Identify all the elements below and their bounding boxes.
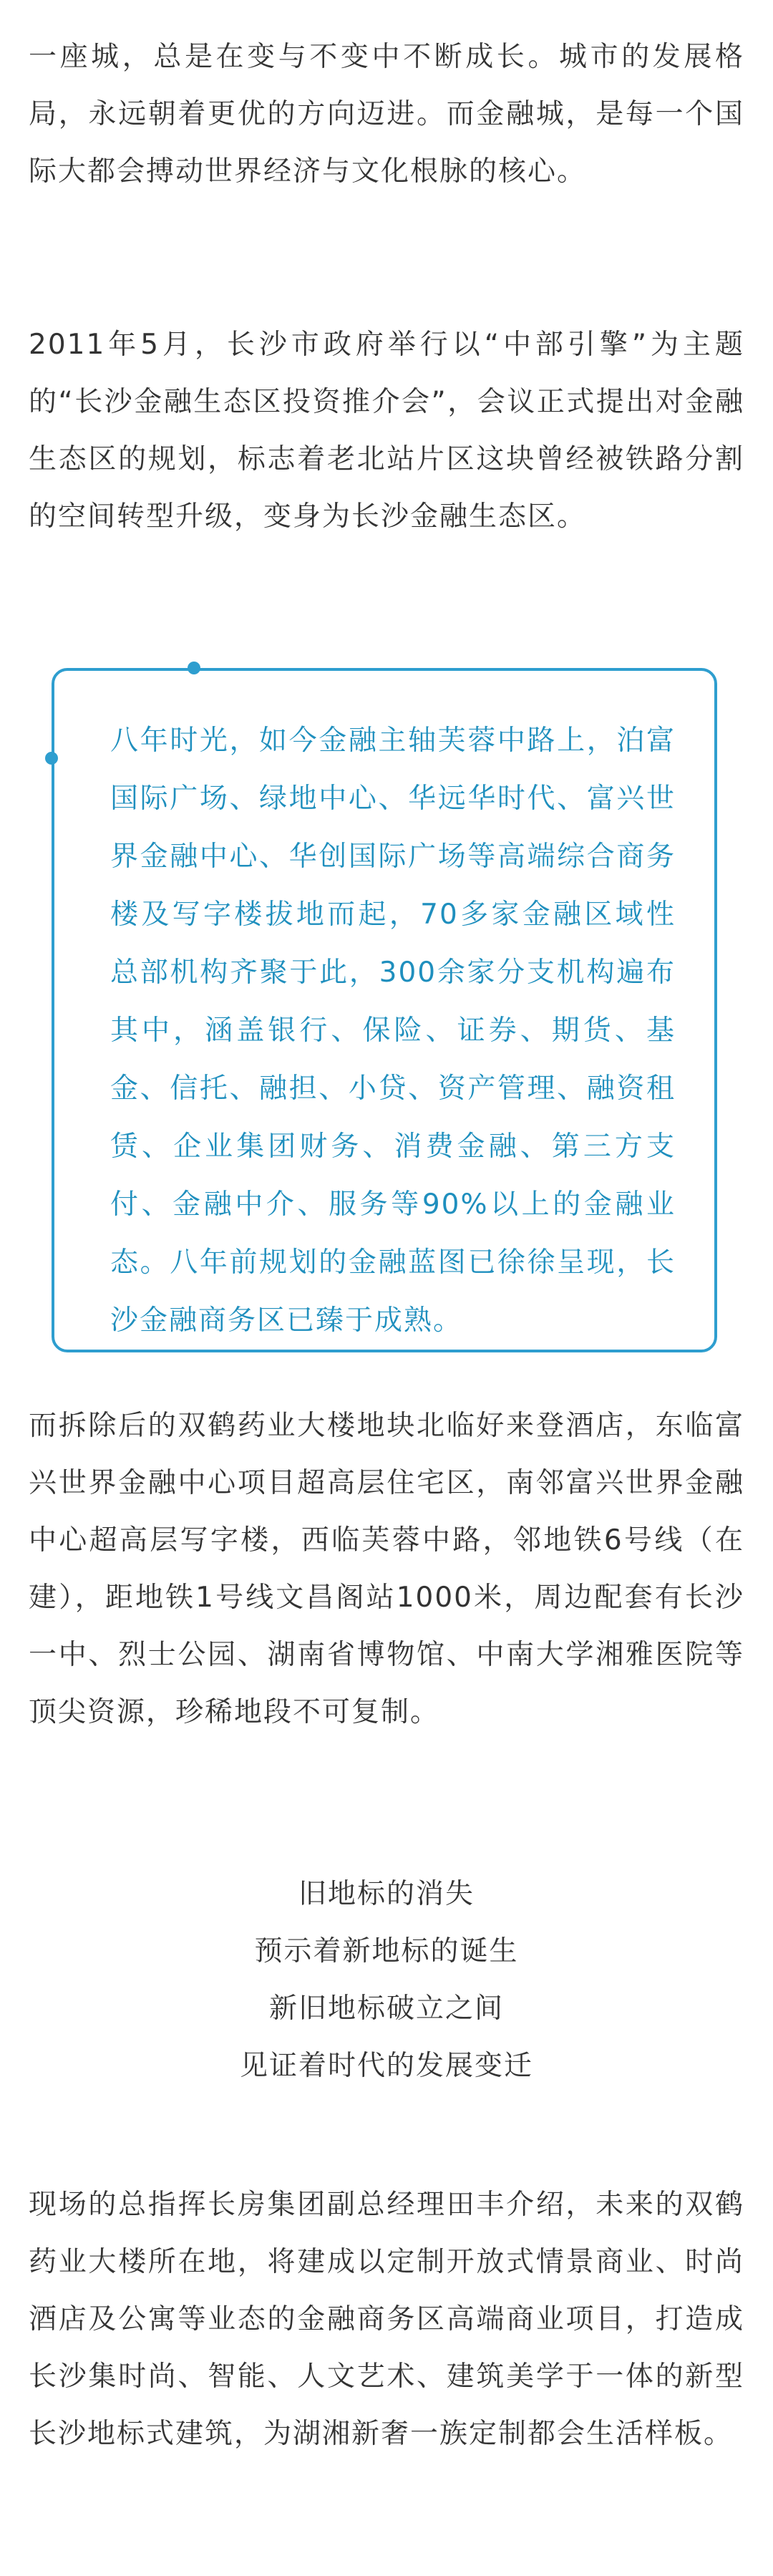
poem-line: 预示着新地标的诞生	[254, 1935, 519, 1967]
callout-side-dot-icon	[45, 752, 58, 765]
intro-paragraph: 一座城，总是在变与不变中不断成长。城市的发展格局，永远朝着更优的方向迈进。而金融城，是每一个国际大都会搏动世界经济与文化根脉的核心。	[29, 41, 744, 188]
location-paragraph: 而拆除后的双鹤药业大楼地块北临好来登酒店，东临富兴世界金融中心项目超高层住宅区，南邻富兴世界金融中心超高层写字楼，西临芙蓉中路，邻地铁6号线（在建），距地铁1号线文昌阁站1000米，周边配套有长沙一中、烈士公园、湖南省博物馆、中南大学湘雅医院等顶尖资源，珍稀地段不可复制。	[29, 1410, 744, 1728]
project-paragraph: 现场的总指挥长房集团副总经理田丰介绍，未来的双鹤药业大楼所在地，将建成以定制开放式情景商业、时尚酒店及公寓等业态的金融商务区高端商业项目，打造成长沙集时尚、智能、人文艺术、建筑美学于一体的新型长沙地标式建筑，为湖湘新奢一族定制都会生活样板。	[29, 2189, 744, 2450]
poem-block	[0, 1866, 773, 2095]
poem-line: 见证着时代的发展变迁	[239, 2050, 533, 2082]
history-paragraph: 2011年5月，长沙市政府举行以“中部引擎”为主题的“长沙金融生态区投资推介会”，会议正式提出对金融生态区的规划，标志着老北站片区这块曾经被铁路分割的空间转型升级，变身为长沙金融生态区。	[29, 329, 744, 533]
callout-text: 八年时光，如今金融主轴芙蓉中路上，泊富国际广场、绿地中心、华远华时代、富兴世界金融中心、华创国际广场等高端综合商务楼及写字楼拔地而起，70多家金融区域性总部机构齐聚于此，300余家分支机构遍布其中，涵盖银行、保险、证券、期货、基金、信托、融担、小贷、资产管理、融资租赁、企业集团财务、消费金融、第三方支付、金融中介、服务等90%以上的金融业态。八年前规划的金融蓝图已徐徐呈现，长沙金融商务区已臻于成熟。	[110, 725, 676, 1337]
poem-line: 新旧地标破立之间	[268, 1992, 504, 2025]
poem-line: 旧地标的消失	[298, 1878, 475, 1910]
callout-corner-dot-icon	[188, 662, 200, 674]
